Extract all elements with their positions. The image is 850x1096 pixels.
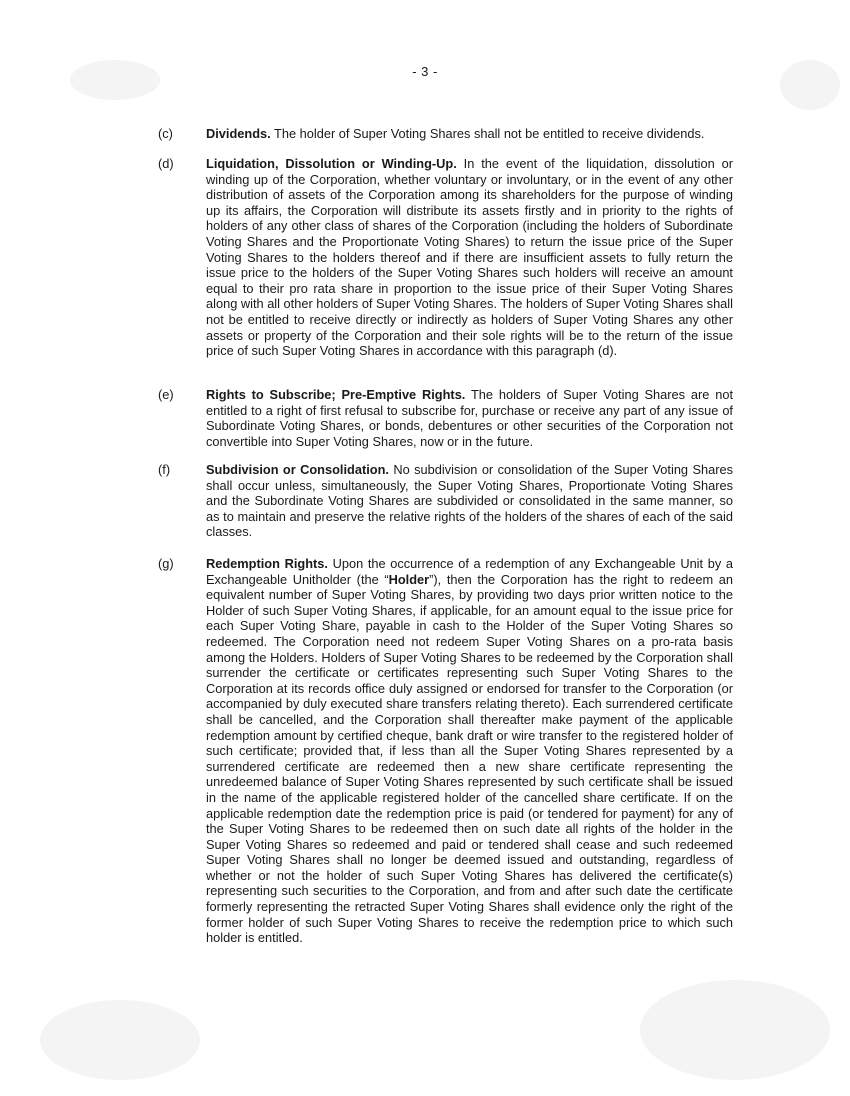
clause-heading: Dividends.	[206, 126, 271, 141]
clause-body	[206, 387, 733, 449]
clause-heading: Liquidation, Dissolution or Winding-Up.	[206, 156, 457, 171]
clause-text: The holders of Super Voting Shares are not entitled to a right of first refusal to subscribe for, purchase or receive any part of any issue of Subordinate Voting Shares, or bonds, debentures or other securities of the Corporation not convertible into Super Voting Shares, now or in the future.	[206, 387, 733, 449]
clause-body	[206, 556, 733, 946]
defined-term-holder: Holder	[388, 571, 430, 587]
clause-heading: Subdivision or Consolidation.	[206, 462, 389, 477]
clause-label: (c)	[158, 126, 173, 141]
clause-f	[158, 462, 733, 540]
clause-e	[158, 387, 733, 449]
clause-g	[158, 556, 733, 946]
clause-text: The holder of Super Voting Shares shall not be entitled to receive dividends.	[270, 126, 705, 141]
clause-c	[158, 126, 733, 142]
clause-text: ”), then the Corporation has the right to redeem an equivalent number of Super Voting Shares, by providing two days prior written notice to the Holder of such Super Voting Shares, if applicable, for an amount equal to the issue price for each Super Voting Share, payable in cash to the Holder of the Super Voting Shares so redeemed. The Corporation need not redeem Super Voting Shares on a pro-rata basis among the Holders. Holders of Super Voting Shares to be redeemed by the Corporation shall surrender the certificate or certificates representing such Super Voting Shares to the Corporation at its records office duly assigned or endorsed for transfer to the Corporation (or accompanied by duly executed share transfers relating thereto). Each surrendered certificate shall be cancelled, and the Corporation shall thereafter make payment of the applicable redemption amount by certified cheque, bank draft or wire transfer to the registered holder of such certificate; provided that, if less than all the Super Voting Shares represented by a surrendered certificate are redeemed then a new share certificate representing the unredeemed balance of Super Voting Shares represented by such certificate shall be issued in the name of the applicable registered holder of the cancelled share certificate. If on the applicable redemption date the redemption price is paid (or tendered for payment) for any of the Super Voting Shares to be redeemed then on such date all rights of the holder in the Super Voting Shares so redeemed and paid or tendered shall cease and such redeemed Super Voting Shares shall no longer be deemed issued and outstanding, regardless of whether or not the holder of such Super Voting Shares has delivered the certificate(s) representing such securities to the Corporation, and from and after such date the certificate formerly representing the retracted Super Voting Shares shall evidence only the right of the former holder of such Super Voting Shares to receive the redemption price to which such holder is entitled.	[206, 571, 734, 946]
clause-d	[158, 156, 733, 359]
clause-heading: Redemption Rights.	[206, 556, 328, 571]
scan-noise	[640, 980, 830, 1080]
clause-label: (g)	[158, 556, 174, 571]
clause-text: Upon the occurrence of a redemption of any Exchangeable Unit by a Exchangeable Unitholder (the “	[206, 556, 734, 587]
clause-label: (f)	[158, 462, 171, 477]
clause-body	[206, 126, 733, 142]
clause-heading: Rights to Subscribe; Pre-Emptive Rights.	[206, 387, 466, 402]
clause-label: (d)	[158, 156, 174, 171]
clause-body	[206, 462, 733, 540]
page-number: - 3 -	[412, 64, 438, 79]
clause-body	[206, 156, 733, 359]
clause-text: In the event of the liquidation, dissolution or winding up of the Corporation, whether voluntary or involuntary, or in the event of any other distribution of assets of the Corporation among its shareholders for the purpose of winding up its affairs, the Corporation will distribute its assets firstly and in priority to the rights of holders of any other class of shares of the Corporation (including the holders of Subordinate Voting Shares and the Proportionate Voting Shares) to return the issue price of the Super Voting Shares to the holders thereof and if there are insufficient assets to fully return the issue price to the holders of the Super Voting Shares such holders will receive an amount equal to their pro rata share in proportion to the issue price of their Super Voting Shares along with all other holders of Super Voting Shares. The holders of Super Voting Shares shall not be entitled to receive directly or indirectly as holders of Super Voting Shares any other assets or property of the Corporation and their sole rights will be to the return of the issue price of such Super Voting Shares in accordance with this paragraph (d).	[206, 156, 733, 359]
clause-text: No subdivision or consolidation of the Super Voting Shares shall occur unless, simultaneously, the Super Voting Shares, Proportionate Voting Shares and the Subordinate Voting Shares are subdivided or consolidated in the same manner, so as to maintain and preserve the relative rights of the holders of the shares of each of the said classes.	[206, 462, 733, 540]
scan-noise	[40, 1000, 200, 1080]
clause-label: (e)	[158, 387, 174, 402]
